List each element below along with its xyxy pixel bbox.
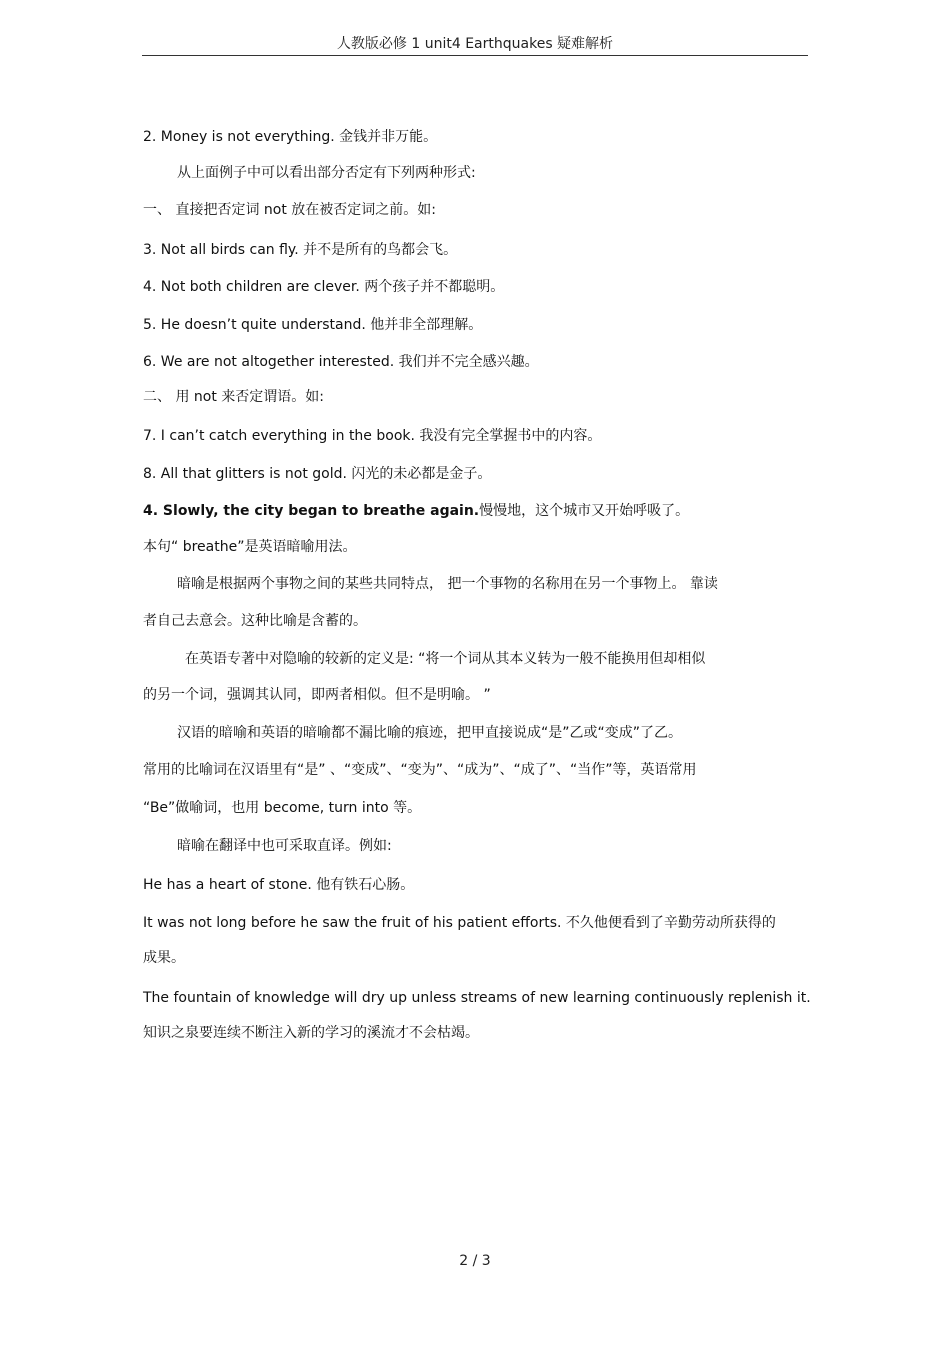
key-sentence-4 [143, 501, 689, 521]
translation-example-1: He has a heart of stone. 他有铁石心肠。 [143, 877, 415, 893]
key-sentence-translation: 慢慢地，这个城市又开始呼吸了。 [479, 503, 690, 519]
translation-example-2b: 成果。 [143, 950, 185, 966]
translation-example-2a: It was not long before he saw the fruit of his patient efforts. 不久他便看到了辛勤劳动所获得的 [143, 915, 776, 931]
metaphor-paragraph-2a: 在英语专著中对隐喻的较新的定义是: “将一个词从其本义转为一般不能换用但却相似 [185, 651, 706, 667]
metaphor-paragraph-1a: 暗喻是根据两个事物之间的某些共同特点， 把一个事物的名称用在另一个事物上。 靠读 [177, 576, 718, 592]
example-line-3: 3. Not all birds can fly. 并不是所有的鸟都会飞。 [143, 242, 458, 258]
metaphor-note: 本句“ breathe”是英语暗喻用法。 [143, 539, 357, 555]
metaphor-paragraph-1b: 者自己去意会。这种比喻是含蓄的。 [143, 613, 367, 629]
page-header: 人教版必修 1 unit4 Earthquakes 疑难解析 [336, 36, 614, 52]
translation-example-3a: The fountain of knowledge will dry up unless streams of new learning continuously replenish it. [143, 990, 811, 1006]
page-number: 2 / 3 [459, 1253, 491, 1269]
example-line-8: 8. All that glitters is not gold. 闪光的未必都是金子。 [143, 466, 492, 482]
translation-note: 暗喻在翻译中也可采取直译。例如: [177, 838, 392, 854]
metaphor-paragraph-4a: 常用的比喻词在汉语里有“是” 、“变成”、“变为”、“成为”、“成了”、“当作”等，英语常用 [143, 762, 697, 778]
header-divider [142, 55, 808, 56]
metaphor-paragraph-3: 汉语的暗喻和英语的暗喻都不漏比喻的痕迹，把甲直接说成“是”乙或“变成”了乙。 [177, 725, 683, 741]
key-sentence-english: 4. Slowly, the city began to breathe again. [143, 503, 480, 519]
translation-example-3b: 知识之泉要连续不断注入新的学习的溪流才不会枯竭。 [143, 1025, 479, 1041]
example-line-5: 5. He doesn’t quite understand. 他并非全部理解。 [143, 317, 483, 333]
example-line-6: 6. We are not altogether interested. 我们并不完全感兴趣。 [143, 354, 539, 370]
metaphor-paragraph-2b: 的另一个词，强调其认同，即两者相似。但不是明喻。 ” [143, 687, 491, 703]
metaphor-paragraph-4b: “Be”做喻词，也用 become, turn into 等。 [143, 800, 422, 816]
section-heading-2: 二、 用 not 来否定谓语。如: [143, 389, 324, 405]
example-line-4: 4. Not both children are clever. 两个孩子并不都聪明。 [143, 279, 505, 295]
section-heading-1: 一、 直接把否定词 not 放在被否定词之前。如: [143, 202, 436, 218]
example-line-7: 7. I can’t catch everything in the book. 我没有完全掌握书中的内容。 [143, 428, 602, 444]
paragraph-intro: 从上面例子中可以看出部分否定有下列两种形式: [177, 165, 476, 181]
example-line-2: 2. Money is not everything. 金钱并非万能。 [143, 129, 438, 145]
